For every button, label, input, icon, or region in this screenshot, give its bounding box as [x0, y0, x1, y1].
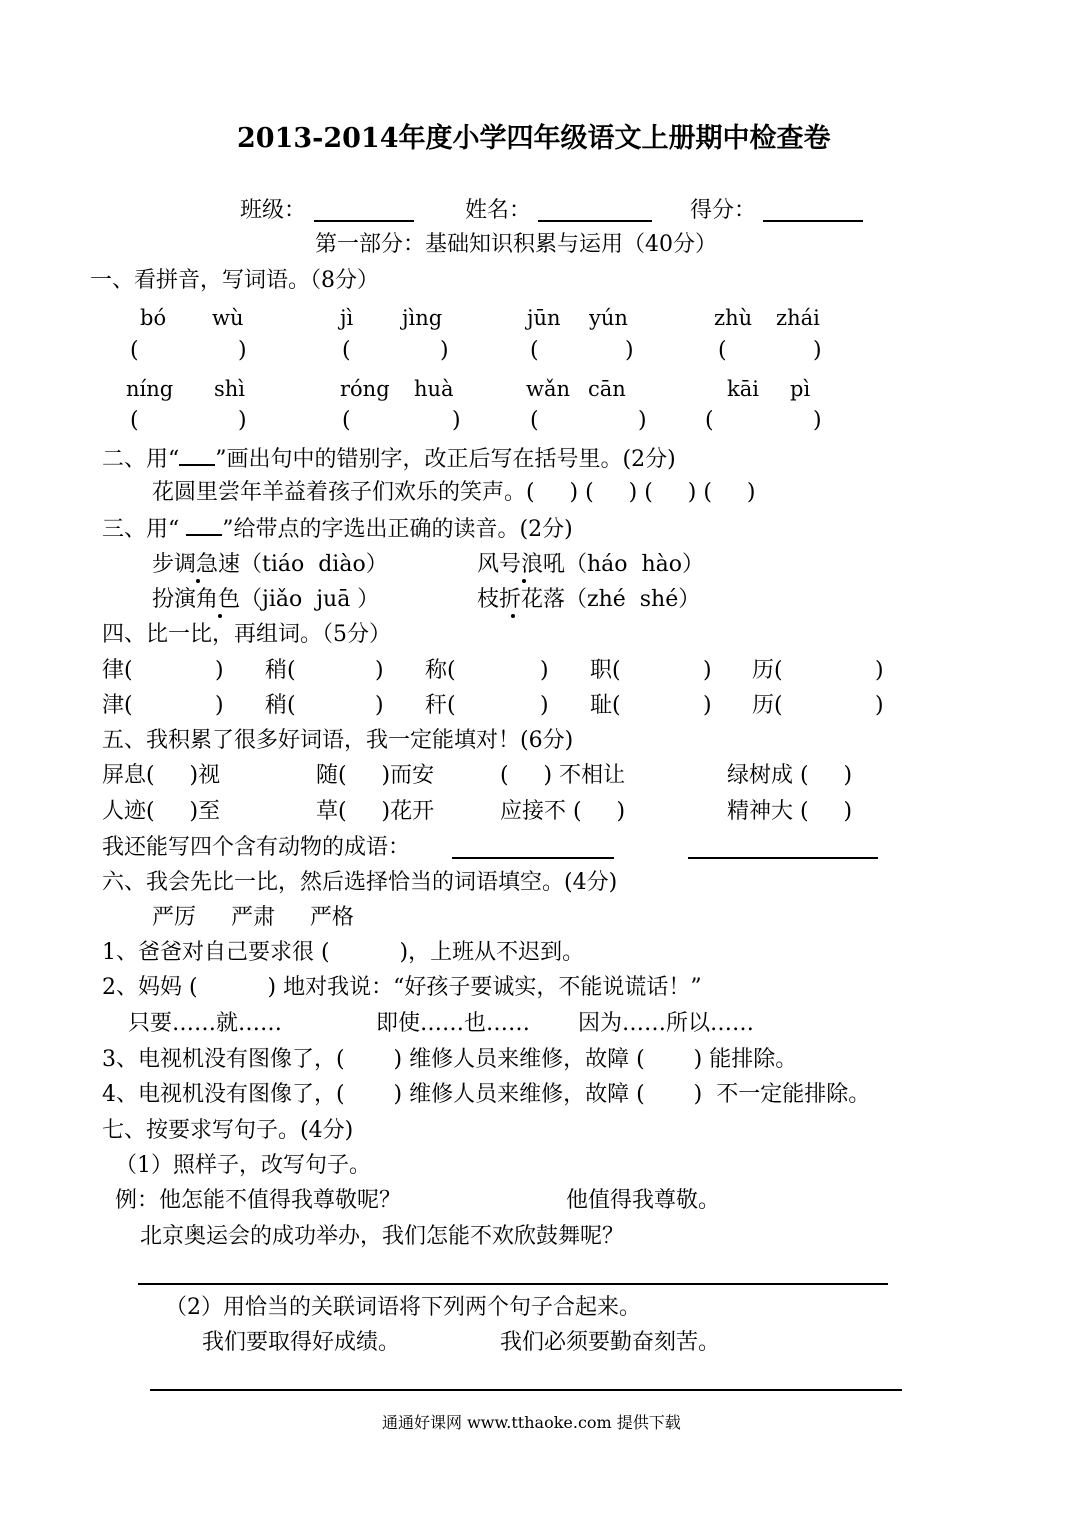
answer-paren-close: ) — [238, 408, 247, 433]
q4-char: 职( — [590, 658, 621, 683]
q4-char: 称( — [425, 658, 456, 683]
idiom-item: 精神大 ( ) — [727, 799, 853, 824]
answer-line[interactable] — [150, 1389, 902, 1391]
sentence-b: 我们必须要勤奋刻苦。 — [500, 1330, 721, 1355]
idiom-item: 草( )花开 — [316, 799, 435, 824]
class-blank[interactable] — [314, 220, 414, 222]
pinyin: róng — [340, 377, 390, 401]
answer-paren-close: ) — [813, 408, 822, 433]
q4-heading: 四、比一比，再组词。（5分） — [102, 622, 391, 647]
animal-idiom-prompt: 我还能写四个含有动物的成语： — [102, 835, 411, 860]
pinyin: pì — [790, 377, 811, 401]
pinyin: bó — [140, 306, 167, 330]
name-label: 姓名： — [465, 198, 532, 223]
q6-sentence: 4、电视机没有图像了，( ) 维修人员来维修，故障 ( ) 不一定能排除。 — [102, 1082, 871, 1107]
q7-part1: （1）照样子，改写句子。 — [115, 1153, 371, 1178]
q4-char: ) — [375, 693, 384, 718]
q7-heading: 七、按要求写句子。(4分) — [102, 1118, 354, 1143]
pinyin: cān — [588, 377, 626, 401]
q1-heading: 一、看拼音，写词语。（8分） — [90, 268, 379, 293]
example-question: 例：他怎能不值得我尊敬呢？ — [115, 1188, 402, 1213]
answer-paren-close: ) — [238, 338, 247, 363]
idiom-item: 随( )而安 — [316, 763, 435, 788]
q3-heading: 三、用“ ”给带点的字选出正确的读音。(2分) — [102, 514, 573, 543]
answer-paren-open[interactable]: ( — [718, 338, 727, 363]
pinyin: wǎn — [526, 377, 571, 401]
score-blank[interactable] — [763, 220, 863, 222]
pinyin: jūn — [527, 306, 561, 330]
word-choice: 即使……也…… — [376, 1011, 531, 1036]
answer-paren-open[interactable]: ( — [130, 408, 139, 433]
q4-char: ) — [215, 658, 224, 683]
q4-char: ) — [215, 693, 224, 718]
emphasis-dot — [218, 614, 222, 618]
pinyin: wù — [212, 306, 244, 330]
q6-sentence: 3、电视机没有图像了，( ) 维修人员来维修，故障 ( ) 能排除。 — [102, 1047, 798, 1072]
pinyin: jìng — [402, 306, 443, 330]
answer-paren-close: ) — [638, 408, 647, 433]
word-choice: 只要……就…… — [128, 1011, 283, 1036]
emphasis-dot — [522, 579, 526, 583]
q3-item: 风号浪吼（háo hào） — [477, 552, 705, 577]
pinyin: zhái — [776, 306, 820, 330]
q4-char: ) — [703, 658, 712, 683]
emphasis-dot — [511, 614, 515, 618]
q6-heading: 六、我会先比一比，然后选择恰当的词语填空。(4分) — [102, 870, 618, 895]
answer-paren-open[interactable]: ( — [342, 338, 351, 363]
pinyin: shì — [214, 377, 246, 401]
class-label: 班级： — [240, 198, 307, 223]
answer-paren-open[interactable]: ( — [130, 338, 139, 363]
q6-sentence: 2、妈妈 ( ) 地对我说：“好孩子要诚实，不能说谎话！” — [102, 975, 702, 1000]
q6-sentence: 1、爸爸对自己要求很 ( )，上班从不迟到。 — [102, 940, 585, 965]
q3-item: 步调急速（tiáo diào） — [152, 552, 388, 577]
pinyin: zhù — [714, 306, 753, 330]
answer-paren-close: ) — [625, 338, 634, 363]
score-label: 得分： — [690, 198, 757, 223]
word-choice: 因为……所以…… — [578, 1011, 755, 1036]
answer-paren-open[interactable]: ( — [705, 408, 714, 433]
answer-line[interactable] — [138, 1283, 888, 1285]
q4-char: 津( — [102, 693, 133, 718]
footer: 通通好课网 www.tthaoke.com 提供下载 — [382, 1413, 681, 1432]
q4-char: ) — [540, 693, 549, 718]
pinyin: níng — [126, 377, 174, 401]
pinyin: jì — [340, 306, 354, 330]
pinyin: kāi — [727, 377, 759, 401]
part1-heading: 第一部分：基础知识积累与运用（40分） — [315, 232, 717, 257]
sentence-a: 我们要取得好成绩。 — [202, 1330, 401, 1355]
q4-char: 稍( — [265, 658, 296, 683]
q4-char: 历( — [752, 693, 783, 718]
q2-heading: 二、用“ ”画出句中的错别字，改正后写在括号里。(2分) — [102, 444, 676, 473]
idiom-item: 应接不 ( ) — [500, 799, 626, 824]
q4-char: 律( — [102, 658, 133, 683]
answer-paren-close: ) — [440, 338, 449, 363]
name-blank[interactable] — [538, 220, 652, 222]
answer-paren-close: ) — [813, 338, 822, 363]
q3-item: 扮演角色（jiǎo juā ） — [152, 587, 380, 612]
idiom-item: 绿树成 ( ) — [727, 763, 853, 788]
example-answer: 他值得我尊敬。 — [566, 1188, 721, 1213]
q4-char: 耻( — [590, 693, 621, 718]
task-sentence: 北京奥运会的成功举办，我们怎能不欢欣鼓舞呢？ — [140, 1224, 625, 1249]
emphasis-dot — [196, 579, 200, 583]
q7-part2: （2）用恰当的关联词语将下列两个句子合起来。 — [165, 1295, 641, 1320]
q4-char: ) — [703, 693, 712, 718]
idiom-item: ( ) 不相让 — [500, 763, 626, 788]
answer-paren-open[interactable]: ( — [342, 408, 351, 433]
answer-paren-open[interactable]: ( — [530, 408, 539, 433]
q5-heading: 五、我积累了很多好词语，我一定能填对！(6分) — [102, 728, 574, 753]
pinyin: yún — [589, 306, 628, 330]
word-choices: 严厉 严肃 严格 — [152, 905, 354, 930]
idiom-item: 人迹( )至 — [102, 799, 221, 824]
q4-char: 历( — [752, 658, 783, 683]
q4-char: ) — [375, 658, 384, 683]
q2-sentence: 花圆里尝年羊益着孩子们欢乐的笑声。( ) ( ) ( ) ( ) — [152, 480, 756, 505]
answer-paren-close: ) — [452, 408, 461, 433]
pinyin: huà — [414, 377, 454, 401]
page-title: 2013-2014年度小学四年级语文上册期中检查卷 — [237, 123, 831, 154]
animal-idiom-blank[interactable] — [688, 857, 878, 859]
idiom-item: 屏息( )视 — [102, 763, 221, 788]
q4-char: 稍( — [265, 693, 296, 718]
q3-item: 枝折花落（zhé shé） — [477, 587, 701, 612]
q4-char: ) — [540, 658, 549, 683]
q4-char: ) — [875, 693, 884, 718]
answer-paren-open[interactable]: ( — [530, 338, 539, 363]
animal-idiom-blank[interactable] — [452, 857, 614, 859]
q4-char: 秆( — [425, 693, 456, 718]
q4-char: ) — [875, 658, 884, 683]
